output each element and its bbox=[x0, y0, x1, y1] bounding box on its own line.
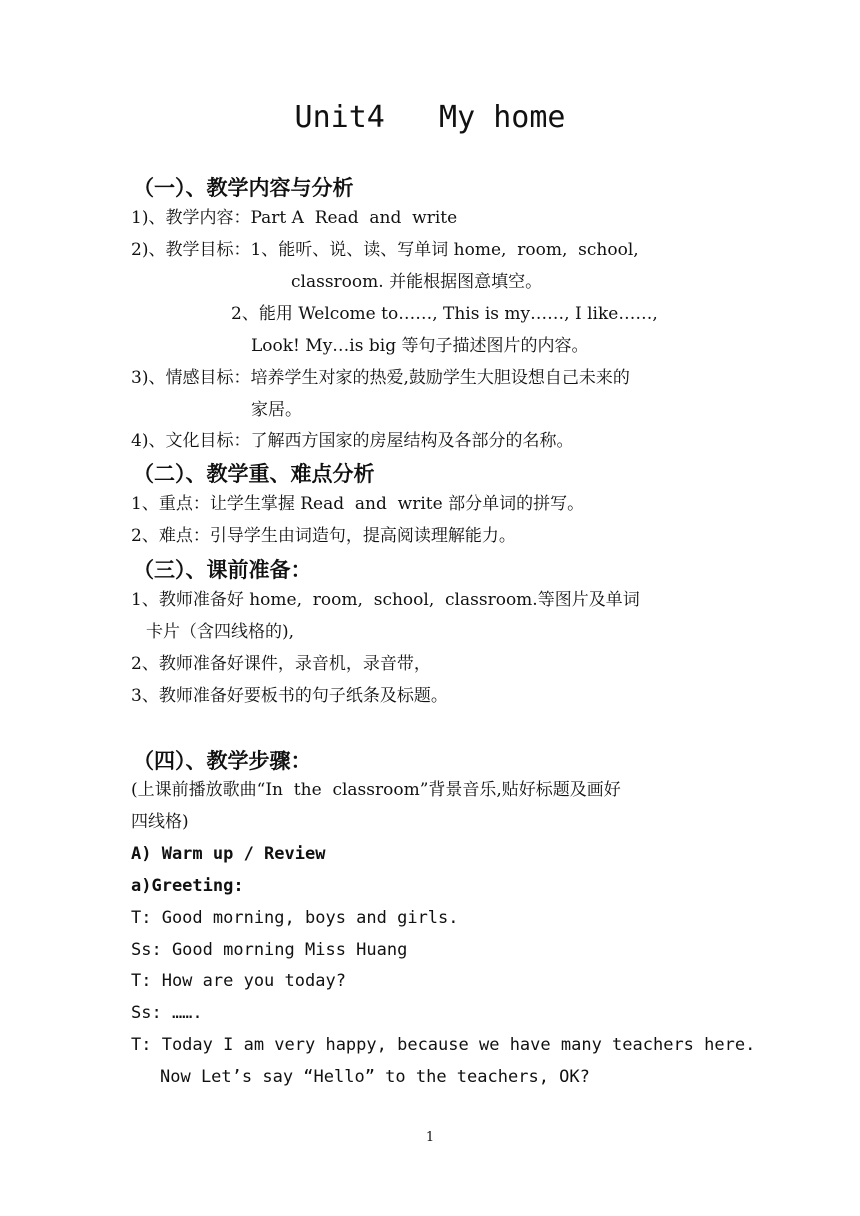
text-line: 2、教师准备好课件，录音机，录音带， bbox=[131, 654, 431, 674]
text-line: 2、难点：引导学生由词造句，提高阅读理解能力。 bbox=[131, 526, 516, 546]
text-line: 1)、教学内容：Part A Read and write bbox=[131, 208, 458, 228]
text-line: 1、教师准备好 home, room, school, classroom.等图片及单词 bbox=[131, 590, 640, 610]
text-line-bold: a)Greeting: bbox=[131, 876, 244, 896]
page-title: Unit4 My home bbox=[294, 100, 566, 135]
text-line: 四线格) bbox=[131, 812, 189, 832]
section-heading-content-analysis: （一）、教学内容与分析 bbox=[133, 176, 354, 200]
text-line-bold: A) Warm up / Review bbox=[131, 844, 326, 864]
section-heading-key-points: （二）、教学重、难点分析 bbox=[133, 462, 375, 486]
page-number: 1 bbox=[425, 1130, 435, 1145]
dialogue-line: Now Let’s say “Hello” to the teachers, OK? bbox=[160, 1067, 590, 1087]
dialogue-line: T: Today I am very happy, because we have many teachers here. bbox=[131, 1035, 756, 1055]
section-heading-preparation: （三）、课前准备： bbox=[133, 558, 312, 582]
text-line: 家居。 bbox=[251, 400, 302, 420]
dialogue-line: T: How are you today? bbox=[131, 971, 346, 991]
text-line: 3)、情感目标：培养学生对家的热爱,鼓励学生大胆设想自己未来的 bbox=[131, 368, 630, 388]
text-line: classroom. 并能根据图意填空。 bbox=[291, 272, 543, 292]
text-line: 4)、文化目标：了解西方国家的房屋结构及各部分的名称。 bbox=[131, 431, 574, 451]
text-line: (上课前播放歌曲“In the classroom”背景音乐,贴好标题及画好 bbox=[131, 780, 621, 800]
text-line: Look! My…is big 等句子描述图片的内容。 bbox=[251, 336, 589, 356]
dialogue-line: Ss: ……. bbox=[131, 1003, 203, 1023]
text-line: 2、能用 Welcome to……, This is my……, I like……, bbox=[231, 304, 658, 324]
text-line: 1、重点：让学生掌握 Read and write 部分单词的拼写。 bbox=[131, 494, 585, 514]
dialogue-line: Ss: Good morning Miss Huang bbox=[131, 940, 408, 960]
dialogue-line: T: Good morning, boys and girls. bbox=[131, 908, 459, 928]
text-line: 3、教师准备好要板书的句子纸条及标题。 bbox=[131, 686, 448, 706]
text-line: 卡片（含四线格的), bbox=[146, 622, 295, 642]
text-line: 2)、教学目标：1、能听、说、读、写单词 home, room, school, bbox=[131, 240, 639, 260]
section-heading-teaching-steps: （四）、教学步骤： bbox=[133, 749, 312, 773]
